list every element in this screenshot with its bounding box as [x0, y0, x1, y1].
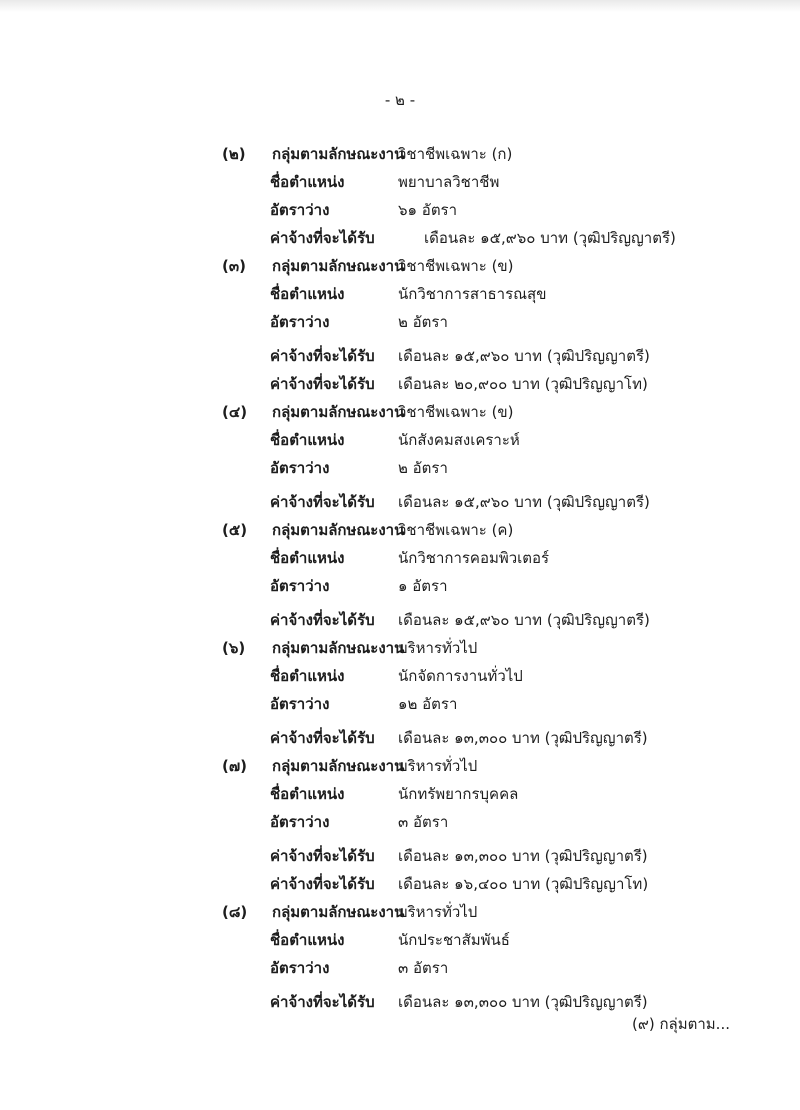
wage-label: ค่าจ้างที่จะได้รับ — [270, 611, 375, 629]
wage-label: ค่าจ้างที่จะได้รับ — [270, 347, 375, 365]
vacancy-row — [0, 454, 800, 482]
position-value: นักทรัพยากรบุคคล — [398, 785, 519, 803]
position-value: นักจัดการงานทั่วไป — [398, 667, 523, 685]
vacancy-label: อัตราว่าง — [270, 577, 330, 595]
section-number: (๔) — [222, 403, 248, 421]
group-value: บริหารทั่วไป — [398, 757, 478, 775]
wage-label: ค่าจ้างที่จะได้รับ — [270, 375, 375, 393]
position-value: นักวิชาการสาธารณสุข — [398, 285, 547, 303]
position-value: นักสังคมสงเคราะห์ — [398, 431, 520, 449]
position-section — [0, 398, 800, 516]
position-row — [0, 662, 800, 690]
group-row — [0, 634, 800, 662]
group-value: วิชาชีพเฉพาะ (ก) — [398, 145, 513, 163]
position-section — [0, 516, 800, 634]
group-value: วิชาชีพเฉพาะ (ค) — [398, 521, 514, 539]
position-section — [0, 252, 800, 398]
position-row — [0, 280, 800, 308]
page-number: - ๒ - — [384, 91, 416, 109]
wage-row — [0, 870, 800, 898]
wage-value: เดือนละ ๑๖,๔๐๐ บาท (วุฒิปริญญาโท) — [398, 875, 649, 893]
position-row — [0, 426, 800, 454]
vacancy-value: ๓ อัตรา — [398, 813, 449, 831]
vacancy-label: อัตราว่าง — [270, 959, 330, 977]
position-row — [0, 926, 800, 954]
wage-label: ค่าจ้างที่จะได้รับ — [270, 493, 375, 511]
position-label: ชื่อตำแหน่ง — [270, 285, 345, 303]
vacancy-row — [0, 954, 800, 982]
vacancy-label: อัตราว่าง — [270, 201, 330, 219]
vacancy-row — [0, 196, 800, 224]
group-label: กลุ่มตามลักษณะงาน — [272, 145, 405, 163]
position-section — [0, 634, 800, 752]
wage-row — [0, 842, 800, 870]
group-row — [0, 140, 800, 168]
position-label: ชื่อตำแหน่ง — [270, 667, 345, 685]
wage-label: ค่าจ้างที่จะได้รับ — [270, 993, 375, 1011]
vacancy-value: ๖๑ อัตรา — [398, 201, 458, 219]
group-row — [0, 752, 800, 780]
vacancy-value: ๒ อัตรา — [398, 313, 448, 331]
group-row — [0, 398, 800, 426]
vacancy-value: ๒ อัตรา — [398, 459, 448, 477]
wage-row — [0, 370, 800, 398]
wage-value: เดือนละ ๑๓,๓๐๐ บาท (วุฒิปริญญาตรี) — [398, 993, 648, 1011]
section-number: (๕) — [222, 521, 248, 539]
position-section — [0, 140, 800, 252]
vacancy-row — [0, 572, 800, 600]
vacancy-row — [0, 690, 800, 718]
section-number: (๗) — [222, 757, 247, 775]
position-label: ชื่อตำแหน่ง — [270, 549, 345, 567]
wage-row — [0, 224, 800, 252]
vacancy-row — [0, 808, 800, 836]
vacancy-value: ๑ อัตรา — [398, 577, 448, 595]
position-section — [0, 898, 800, 1016]
wage-value: เดือนละ ๑๕,๙๖๐ บาท (วุฒิปริญญาตรี) — [398, 347, 650, 365]
position-label: ชื่อตำแหน่ง — [270, 173, 345, 191]
group-value: วิชาชีพเฉพาะ (ข) — [398, 403, 514, 421]
wage-label: ค่าจ้างที่จะได้รับ — [270, 847, 375, 865]
group-label: กลุ่มตามลักษณะงาน — [272, 639, 405, 657]
wage-row — [0, 606, 800, 634]
position-section — [0, 752, 800, 898]
wage-row — [0, 488, 800, 516]
wage-label: ค่าจ้างที่จะได้รับ — [270, 729, 375, 747]
group-label: กลุ่มตามลักษณะงาน — [272, 403, 405, 421]
vacancy-row — [0, 308, 800, 336]
wage-label: ค่าจ้างที่จะได้รับ — [270, 229, 375, 247]
wage-value: เดือนละ ๑๕,๙๖๐ บาท (วุฒิปริญญาตรี) — [398, 493, 650, 511]
vacancy-label: อัตราว่าง — [270, 813, 330, 831]
position-row — [0, 780, 800, 808]
position-label: ชื่อตำแหน่ง — [270, 431, 345, 449]
group-row — [0, 252, 800, 280]
position-row — [0, 168, 800, 196]
vacancy-value: ๓ อัตรา — [398, 959, 449, 977]
vacancy-label: อัตราว่าง — [270, 695, 330, 713]
group-label: กลุ่มตามลักษณะงาน — [272, 257, 405, 275]
section-number: (๓) — [222, 257, 246, 275]
group-value: วิชาชีพเฉพาะ (ข) — [398, 257, 514, 275]
position-value: พยาบาลวิชาชีพ — [398, 173, 500, 191]
position-list — [0, 140, 800, 1016]
scan-edge — [0, 0, 800, 12]
group-label: กลุ่มตามลักษณะงาน — [272, 521, 405, 539]
group-row — [0, 898, 800, 926]
vacancy-label: อัตราว่าง — [270, 313, 330, 331]
wage-value: เดือนละ ๑๓,๓๐๐ บาท (วุฒิปริญญาตรี) — [398, 729, 648, 747]
group-value: บริหารทั่วไป — [398, 639, 478, 657]
group-row — [0, 516, 800, 544]
wage-value: เดือนละ ๑๓,๓๐๐ บาท (วุฒิปริญญาตรี) — [398, 847, 648, 865]
section-number: (๖) — [222, 639, 246, 657]
continuation-note: (๙) กลุ่มตาม... — [632, 1015, 730, 1033]
wage-label: ค่าจ้างที่จะได้รับ — [270, 875, 375, 893]
group-value: บริหารทั่วไป — [398, 903, 478, 921]
position-label: ชื่อตำแหน่ง — [270, 931, 345, 949]
wage-row — [0, 342, 800, 370]
section-number: (๒) — [222, 145, 246, 163]
position-value: นักวิชาการคอมพิวเตอร์ — [398, 549, 550, 567]
wage-value: เดือนละ ๑๕,๙๖๐ บาท (วุฒิปริญญาตรี) — [424, 229, 676, 247]
section-number: (๘) — [222, 903, 248, 921]
group-label: กลุ่มตามลักษณะงาน — [272, 903, 405, 921]
vacancy-value: ๑๒ อัตรา — [398, 695, 458, 713]
wage-row — [0, 724, 800, 752]
position-row — [0, 544, 800, 572]
position-value: นักประชาสัมพันธ์ — [398, 931, 510, 949]
vacancy-label: อัตราว่าง — [270, 459, 330, 477]
position-label: ชื่อตำแหน่ง — [270, 785, 345, 803]
wage-value: เดือนละ ๑๕,๙๖๐ บาท (วุฒิปริญญาตรี) — [398, 611, 650, 629]
wage-value: เดือนละ ๒๐,๙๐๐ บาท (วุฒิปริญญาโท) — [398, 375, 648, 393]
group-label: กลุ่มตามลักษณะงาน — [272, 757, 405, 775]
